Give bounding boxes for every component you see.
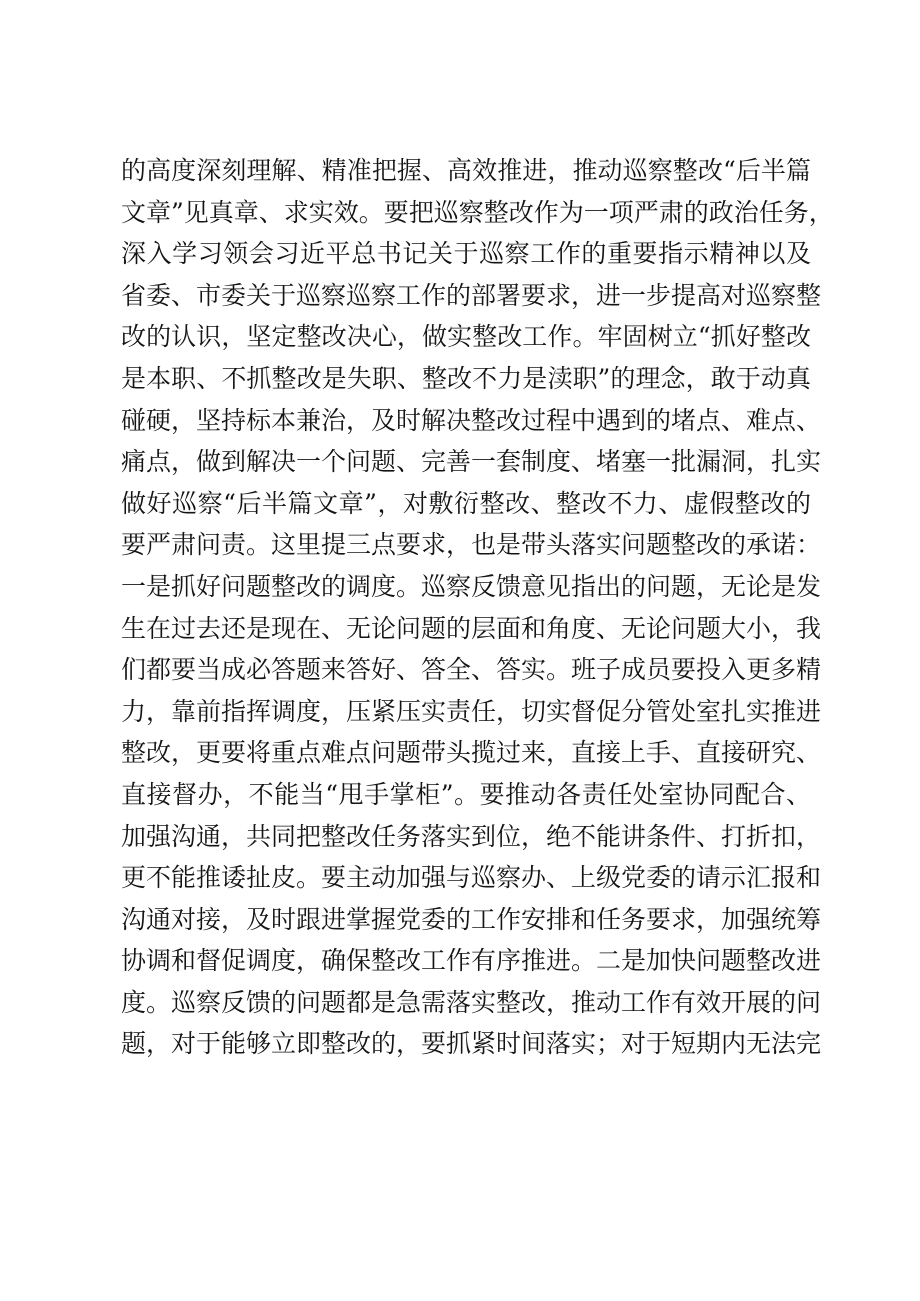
- text-line-14: 力，靠前指挥调度，压紧压实责任，切实督促分管处室扎实推进: [121, 696, 822, 726]
- text-line-1: 的高度深刻理解、精准把握、高效推进，推动巡察整改“后半篇: [121, 156, 811, 185]
- text-line-20: 协调和督促调度，确保整改工作有序推进。二是加快问题整改进: [121, 946, 822, 976]
- text-line-13: 们都要当成必答题来答好、答全、答实。班子成员要投入更多精: [121, 655, 822, 685]
- text-line-2: 文章”见真章、求实效。要把巡察整改作为一项严肃的政治任务，: [121, 197, 834, 227]
- text-line-15: 整改，更要将重点难点问题带头揽过来，直接上手、直接研究、: [121, 738, 822, 768]
- text-line-8: 痛点，做到解决一个问题、完善一套制度、堵塞一批漏洞，扎实: [121, 447, 822, 477]
- text-line-6: 是本职、不抓整改是失职、整改不力是渎职”的理念，敢于动真: [121, 363, 811, 393]
- text-line-12: 生在过去还是现在、无论问题的层面和角度、无论问题大小，我: [121, 613, 822, 643]
- text-line-4: 省委、市委关于巡察巡察工作的部署要求，进一步提高对巡察整: [121, 280, 822, 310]
- text-line-21: 度。巡察反馈的问题都是急需落实整改，推动工作有效开展的问: [121, 987, 822, 1017]
- text-line-11: 一是抓好问题整改的调度。巡察反馈意见指出的问题，无论是发: [121, 571, 822, 601]
- text-line-22: 题，对于能够立即整改的，要抓紧时间落实；对于短期内无法完: [121, 1029, 822, 1059]
- text-line-3: 深入学习领会习近平总书记关于巡察工作的重要指示精神以及: [121, 239, 811, 269]
- text-line-19: 沟通对接，及时跟进掌握党委的工作安排和任务要求，加强统筹: [121, 904, 822, 934]
- text-line-7: 碰硬，坚持标本兼治，及时解决整改过程中遇到的堵点、难点、: [121, 405, 822, 435]
- text-line-16: 直接督办，不能当“甩手掌柜”。要推动各责任处室协同配合、: [121, 779, 811, 809]
- body-text: [121, 150, 834, 1065]
- text-line-17: 加强沟通，共同把整改任务落实到位，绝不能讲条件、打折扣，: [121, 821, 822, 851]
- text-line-9: 做好巡察“后半篇文章”，对敷衍整改、整改不力、虚假整改的: [121, 488, 811, 518]
- text-line-10: 要严肃问责。这里提三点要求，也是带头落实问题整改的承诺：: [121, 530, 822, 560]
- text-line-5: 改的认识，坚定整改决心，做实整改工作。牢固树立“抓好整改: [121, 322, 811, 352]
- text-line-18: 更不能推诿扯皮。要主动加强与巡察办、上级党委的请示汇报和: [121, 863, 822, 893]
